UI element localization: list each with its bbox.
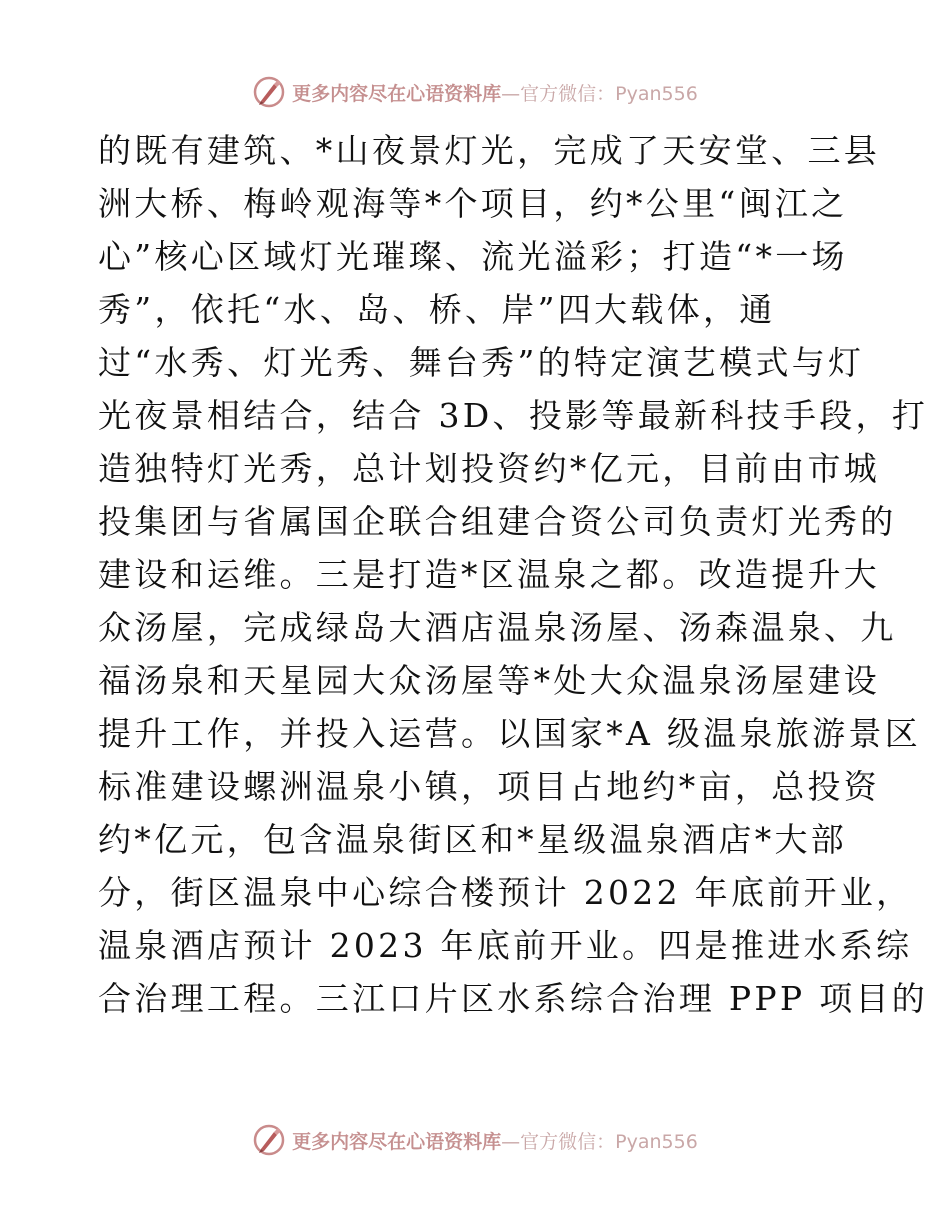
watermark-suffix: —官方微信：Pyan556 [501, 82, 698, 105]
text-line: 标准建设螺洲温泉小镇，项目占地约*亩，总投资 [98, 767, 881, 806]
text-line: 光夜景相结合，结合 3D、投影等最新科技手段，打 [98, 396, 929, 435]
text-line: 合治理工程。三江口片区水系综合治理 PPP 项目的 [98, 979, 929, 1018]
text-line: 提升工作，并投入运营。以国家*A 级温泉旅游景区 [98, 714, 922, 753]
watermark-text [292, 79, 698, 106]
text-line: 温泉酒店预计 2023 年底前开业。四是推进水系综 [98, 926, 913, 965]
text-line: 秀”，依托“水、岛、桥、岸”四大载体，通 [98, 290, 776, 329]
watermark-suffix: —官方微信：Pyan556 [501, 1130, 698, 1153]
header-watermark [0, 72, 950, 112]
text-line: 分，街区温泉中心综合楼预计 2022 年底前开业， [98, 873, 913, 912]
watermark-prefix: 更多内容尽在心语资料库 [292, 1130, 502, 1153]
document-body [98, 124, 929, 1025]
text-line: 投集团与省属国企联合组建合资公司负责灯光秀的 [98, 502, 897, 541]
text-line: 洲大桥、梅岭观海等*个项目，约*公里“闽江之 [98, 184, 848, 223]
text-line: 福汤泉和天星园大众汤屋等*处大众温泉汤屋建设 [98, 661, 881, 700]
text-line: 众汤屋，完成绿岛大酒店温泉汤屋、汤森温泉、九 [98, 608, 897, 647]
text-line: 心”核心区域灯光璀璨、流光溢彩；打造“*一场 [98, 237, 848, 276]
text-line: 建设和运维。三是打造*区温泉之都。改造提升大 [98, 555, 881, 594]
text-line: 造独特灯光秀，总计划投资约*亿元，目前由市城 [98, 449, 881, 488]
watermark-text [292, 1127, 698, 1154]
text-line: 的既有建筑、*山夜景灯光，完成了天安堂、三县 [98, 131, 881, 170]
watermark-prefix: 更多内容尽在心语资料库 [292, 82, 502, 105]
text-line: 过“水秀、灯光秀、舞台秀”的特定演艺模式与灯 [98, 343, 865, 382]
quill-pen-logo-icon [252, 75, 286, 109]
footer-watermark [0, 1120, 950, 1160]
text-line: 约*亿元，包含温泉街区和*星级温泉酒店*大部 [98, 820, 848, 859]
quill-pen-logo-icon [252, 1123, 286, 1157]
